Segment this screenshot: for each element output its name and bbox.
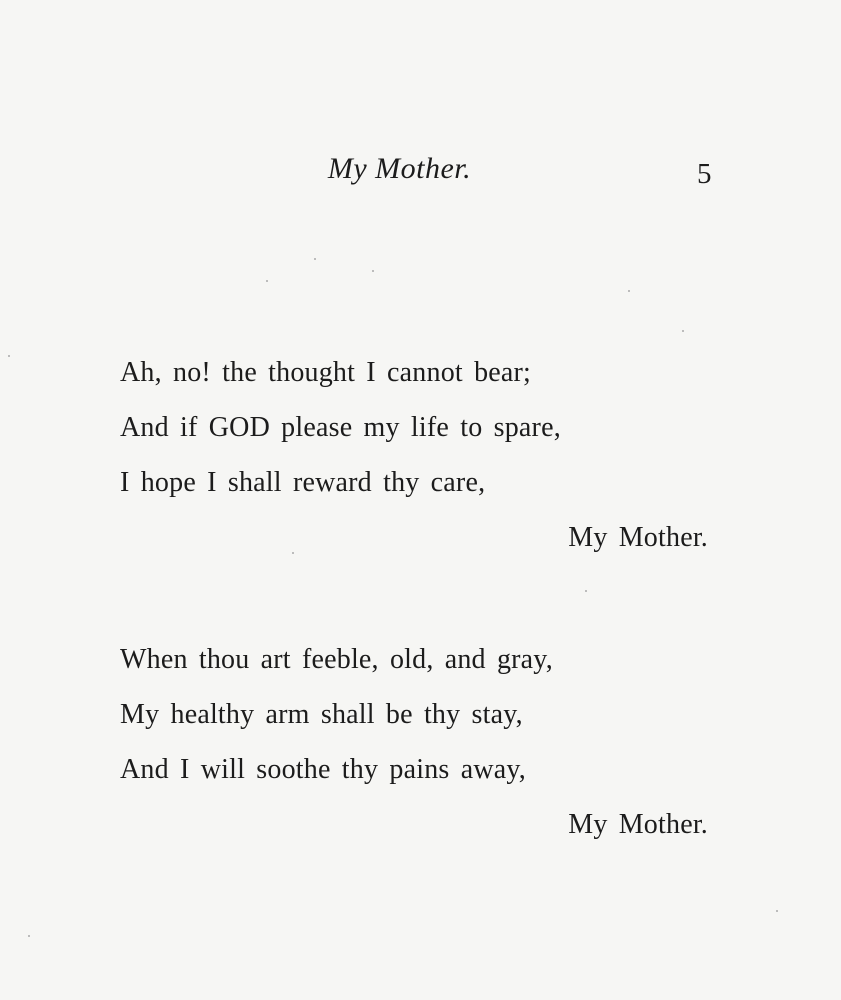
poem-refrain: My Mother. [568,809,708,840]
poem-stanza [120,345,710,565]
poem-line: When thou art feeble, old, and gray, [120,644,553,675]
poem-line: And I will soothe thy pains away, [120,754,526,785]
poem-stanza [120,632,710,852]
poem-line: Ah, no! the thought I cannot bear; [120,357,532,388]
poem-refrain: My Mother. [568,522,708,553]
running-title: My Mother. [327,152,472,185]
poem-line: I hope I shall reward thy care, [120,467,486,498]
poem-line: My healthy arm shall be thy stay, [120,699,523,730]
poem-line: And if GOD please my life to spare, [120,412,561,443]
page-number: 5 [697,158,712,190]
